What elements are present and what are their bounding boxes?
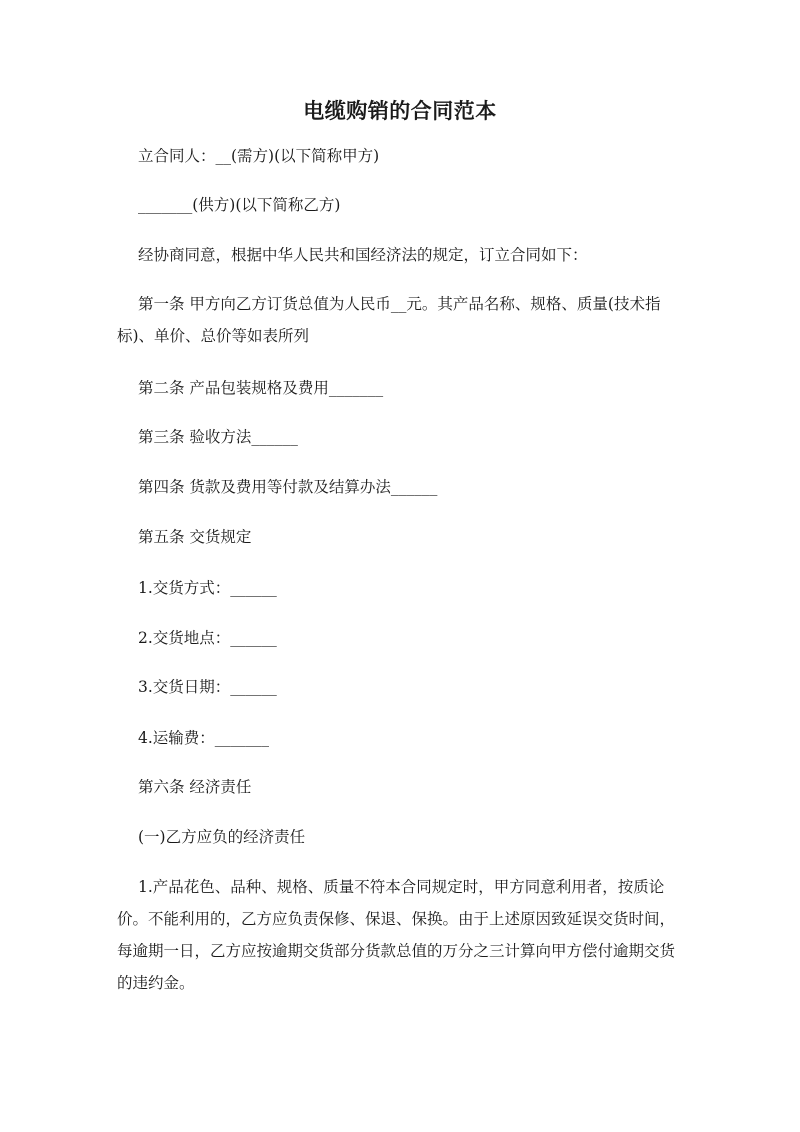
paragraph-article-2: 第二条 产品包装规格及费用_______ [138,379,384,397]
paragraph-article-3: 第三条 验收方法______ [138,428,298,446]
paragraph-article-4: 第四条 货款及费用等付款及结算办法______ [138,478,438,496]
document-title: 电缆购销的合同范本 [303,98,497,123]
paragraph-delivery-place: 2.交货地点：______ [138,629,277,647]
paragraph-article-1: 第一条 甲方向乙方订货总值为人民币__元。其产品名称、规格、质量(技术指标)、单价、总价等如表所列 [117,295,661,345]
paragraph-preamble: 经协商同意，根据中华人民共和国经济法的规定，订立合同如下： [138,246,588,264]
paragraph-article-5: 第五条 交货规定 [138,528,252,546]
paragraph-delivery-date: 3.交货日期：______ [138,678,277,696]
paragraph-parties-buyer: 立合同人：__(需方)(以下简称甲方) [138,147,380,165]
paragraph-seller-liability: (一)乙方应负的经济责任 [138,828,306,846]
paragraph-transport-fee: 4.运输费：_______ [138,729,270,747]
paragraph-delivery-method: 1.交货方式：______ [138,579,277,597]
paragraph-article-6: 第六条 经济责任 [138,778,252,796]
paragraph-liability-clause-1: 1.产品花色、品种、规格、质量不符本合同规定时，甲方同意利用者，按质论价。不能利用的，乙方应负责保修、保退、保换。由于上述原因致延误交货时间，每逾期一日，乙方应按逾期交货部分货款总值的万分之三计算向甲方偿付逾期交货的违约金。 [117,878,676,992]
paragraph-parties-seller: _______(供方)(以下简称乙方) [138,196,341,214]
